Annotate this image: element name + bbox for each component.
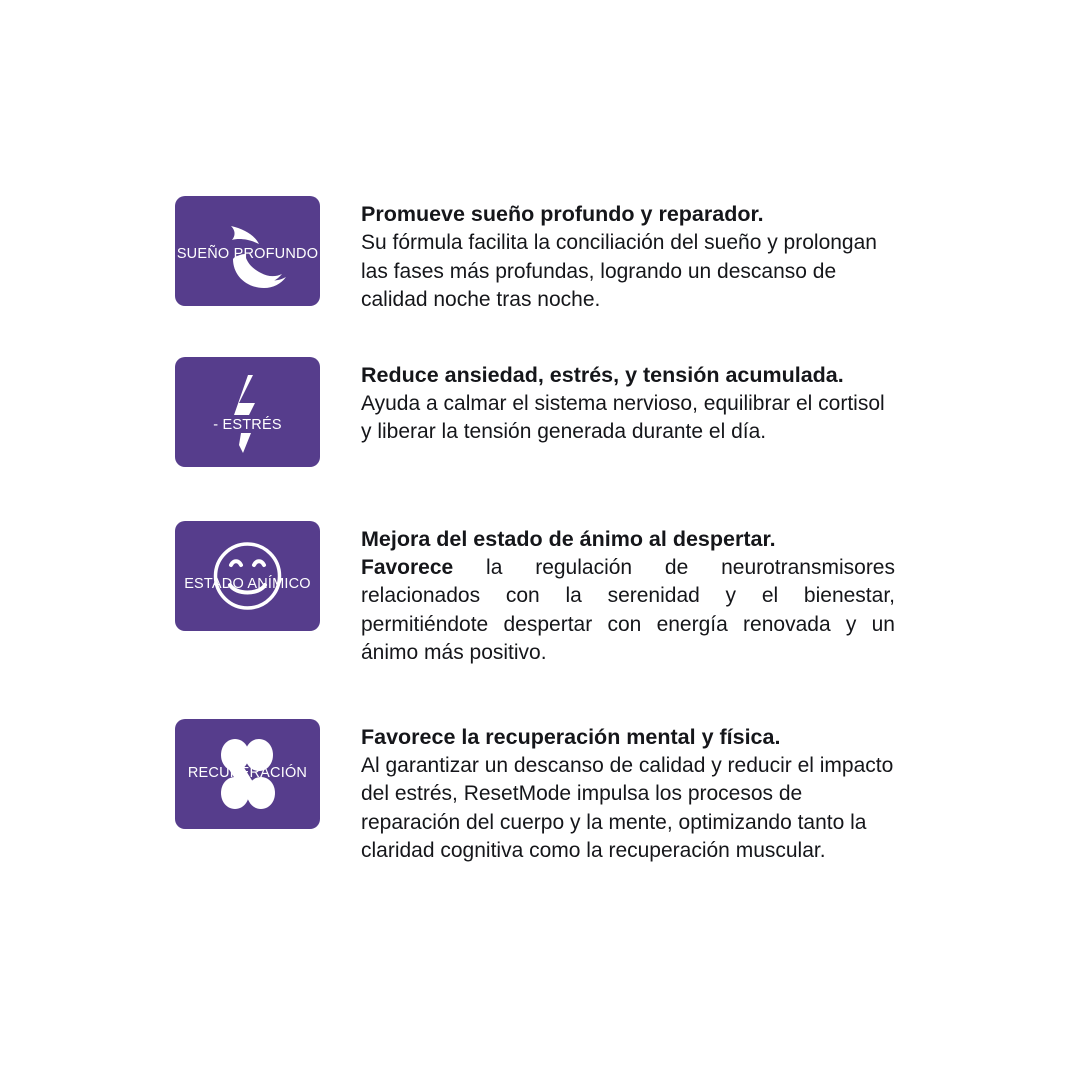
badge-sleep <box>175 196 320 306</box>
lightning-bolt-icon <box>175 357 320 467</box>
badge-mood <box>175 521 320 631</box>
badge-label: SUEÑO PROFUNDO <box>176 246 319 262</box>
badge-stress <box>175 357 320 467</box>
benefits-list <box>175 196 895 866</box>
benefit-text-stress <box>361 357 895 447</box>
benefit-item-recovery <box>175 719 895 866</box>
badge-label: - ESTRÉS <box>213 416 282 433</box>
benefit-body: Al garantizar un descanso de calidad y reducir el impacto del estrés, ResetMode impulsa los procesos de reparación del cuerpo y la mente, optimizando tanto la claridad cognitiva como la recuperación muscular. <box>361 753 894 862</box>
benefit-body-rest: la regulación de neurotransmisores relacionados con la serenidad y el bienestar, permitiéndote despertar con energía renovada y un ánimo más positivo. <box>361 555 895 664</box>
benefit-text-sleep <box>361 196 895 315</box>
benefit-title: Promueve sueño profundo y reparador. <box>361 202 764 226</box>
benefit-title: Reduce ansiedad, estrés, y tensión acumulada. <box>361 362 844 387</box>
benefit-title: Mejora del estado de ánimo al despertar. <box>361 526 776 551</box>
benefit-body-lead: Favorece <box>361 555 454 579</box>
benefit-item-stress <box>175 357 895 467</box>
benefit-body: Ayuda a calmar el sistema nervioso, equilibrar el cortisol y liberar la tensión generada durante el día. <box>361 391 885 443</box>
badge-label: ESTADO ANÍMICO <box>184 575 311 592</box>
benefit-text-mood <box>361 521 895 668</box>
badge-recovery <box>175 719 320 829</box>
benefit-body: Su fórmula facilita la conciliación del sueño y prolongan las fases más profundas, logrando un descanso de calidad noche tras noche. <box>361 231 877 311</box>
benefit-text-recovery <box>361 719 895 866</box>
benefit-item-sleep <box>175 196 895 315</box>
benefit-body <box>361 554 895 668</box>
benefit-item-mood <box>175 521 895 668</box>
badge-label: RECUPERACIÓN <box>187 764 308 781</box>
benefit-title: Favorece la recuperación mental y física. <box>361 724 781 749</box>
